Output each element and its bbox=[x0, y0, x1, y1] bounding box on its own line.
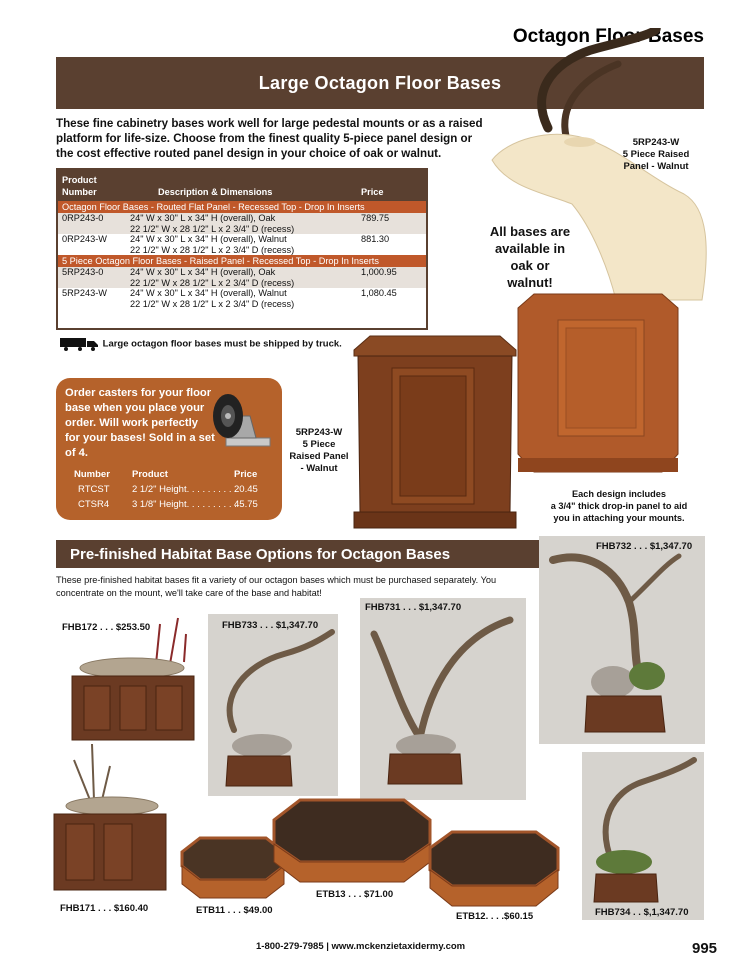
walnut-base-caption: 5RP243-W 5 Piece Raised Panel - Walnut bbox=[289, 427, 349, 474]
large-bases-intro: These fine cabinetry bases work well for large pedestal mounts or as a raised platform for life-size. Choose from the finest quality 5-piece panel design or the cost effective routed panel design in your choice of oak or walnut. bbox=[56, 117, 483, 160]
design-caption: Each design includes a 3/4" thick drop-in panel to aid you in attaching your mounts. bbox=[550, 489, 688, 523]
casters-text: Order casters for your floor base when you place your order. Will work perfectly for your bases! Sold in a set of 4. bbox=[65, 387, 215, 459]
table-row: 5RP243-W 24" W x 30" L x 34" H (overall), Walnut 22 1/2" W x 28 1/2" L x 2 3/4" D (recess) 1,080.45 bbox=[62, 288, 397, 309]
table-section-title: 5 Piece Octagon Floor Bases - Raised Panel - Recessed Top - Drop In Inserts bbox=[58, 255, 426, 267]
fhb172-image bbox=[66, 604, 200, 754]
casters-box bbox=[56, 378, 282, 520]
habitat-intro: These pre-finished habitat bases fit a variety of our octagon bases which must be purchased separately. You concentrate on the mount, we'll take care of the base and habitat! bbox=[56, 575, 497, 598]
caster-number: CTSR4 bbox=[78, 499, 110, 510]
fhb731-label: FHB731 . . . $1,347.70 bbox=[365, 602, 462, 613]
caster-product: 3 1/8" Height. . . . . . . . . . bbox=[132, 499, 237, 510]
all-bases-note: All bases are available in oak or walnut! bbox=[489, 224, 571, 290]
header-product: Product bbox=[62, 175, 97, 185]
fhb731-photo bbox=[360, 598, 526, 800]
etb13-image bbox=[272, 798, 432, 884]
caster-price: 20.45 bbox=[234, 484, 258, 495]
etb11-image bbox=[180, 836, 286, 902]
page-title: Octagon Floor Bases bbox=[512, 26, 704, 47]
fhb172-label: FHB172 . . . $253.50 bbox=[62, 622, 151, 633]
table-header bbox=[58, 170, 426, 201]
habitat-branch-image bbox=[582, 752, 704, 906]
truck-note bbox=[60, 337, 342, 351]
table-section-title: Octagon Floor Bases - Routed Flat Panel - Recessed Top - Drop In Inserts bbox=[58, 201, 426, 213]
caster-wheel-icon bbox=[204, 386, 274, 458]
table-row: 0RP243-W 24" W x 30" L x 34" H (overall), Walnut 22 1/2" W x 28 1/2" L x 2 3/4" D (recess) 881.30 bbox=[62, 234, 390, 255]
footer-contact: 1-800-279-7985 | www.mckenzietaxidermy.com bbox=[256, 941, 466, 952]
casters-header-number: Number bbox=[74, 469, 110, 480]
fhb733-label: FHB733 . . . $1,347.70 bbox=[222, 620, 319, 631]
header-number: Number bbox=[62, 187, 97, 197]
truck-icon bbox=[60, 337, 100, 351]
truck-note-text: Large octagon floor bases must be shipped by truck. bbox=[102, 338, 342, 350]
table-row: 5RP243-0 24" W x 30" L x 34" H (overall), Oak 22 1/2" W x 28 1/2" L x 2 3/4" D (recess) 1,000.95 bbox=[58, 267, 426, 288]
caster-price: 45.75 bbox=[234, 499, 258, 510]
product-table bbox=[56, 168, 428, 330]
caster-product: 2 1/2" Height. . . . . . . . . . bbox=[132, 484, 237, 495]
habitat-banner bbox=[56, 540, 540, 568]
etb11-label: ETB11 . . . $49.00 bbox=[196, 905, 273, 916]
fhb171-image bbox=[50, 740, 170, 900]
fhb734-photo bbox=[582, 752, 704, 920]
habitat-branch-image bbox=[208, 614, 338, 796]
habitat-heading: Pre-finished Habitat Base Options for Octagon Bases bbox=[70, 546, 451, 563]
etb12-label: ETB12. . . .$60.15 bbox=[456, 911, 534, 922]
fhb171-label: FHB171 . . . $160.40 bbox=[60, 903, 149, 914]
fhb734-label: FHB734 . . $,1,347.70 bbox=[595, 907, 689, 918]
fhb732-label: FHB732 . . . $1,347.70 bbox=[596, 541, 693, 552]
header-description: Description & Dimensions bbox=[158, 187, 273, 197]
caster-number: RTCST bbox=[78, 484, 110, 495]
fhb732-photo bbox=[539, 536, 705, 744]
habitat-branch-image bbox=[360, 598, 526, 800]
fhb733-photo bbox=[208, 614, 338, 796]
etb12-image bbox=[428, 830, 560, 908]
table-row: 0RP243-0 24" W x 30" L x 34" H (overall), Oak 22 1/2" W x 28 1/2" L x 2 3/4" D (recess) 789.75 bbox=[58, 213, 426, 234]
page-number: 995 bbox=[692, 940, 718, 957]
kudu-caption: 5RP243-W 5 Piece Raised Panel - Walnut bbox=[622, 137, 690, 172]
etb13-label: ETB13 . . . $71.00 bbox=[316, 889, 394, 900]
large-bases-heading: Large Octagon Floor Bases bbox=[258, 73, 502, 93]
casters-header-product: Product bbox=[132, 469, 168, 480]
habitat-branch-image bbox=[539, 536, 705, 744]
casters-header-price: Price bbox=[234, 469, 258, 480]
octagon-floor-base-walnut bbox=[350, 332, 520, 534]
header-price: Price bbox=[361, 187, 384, 197]
